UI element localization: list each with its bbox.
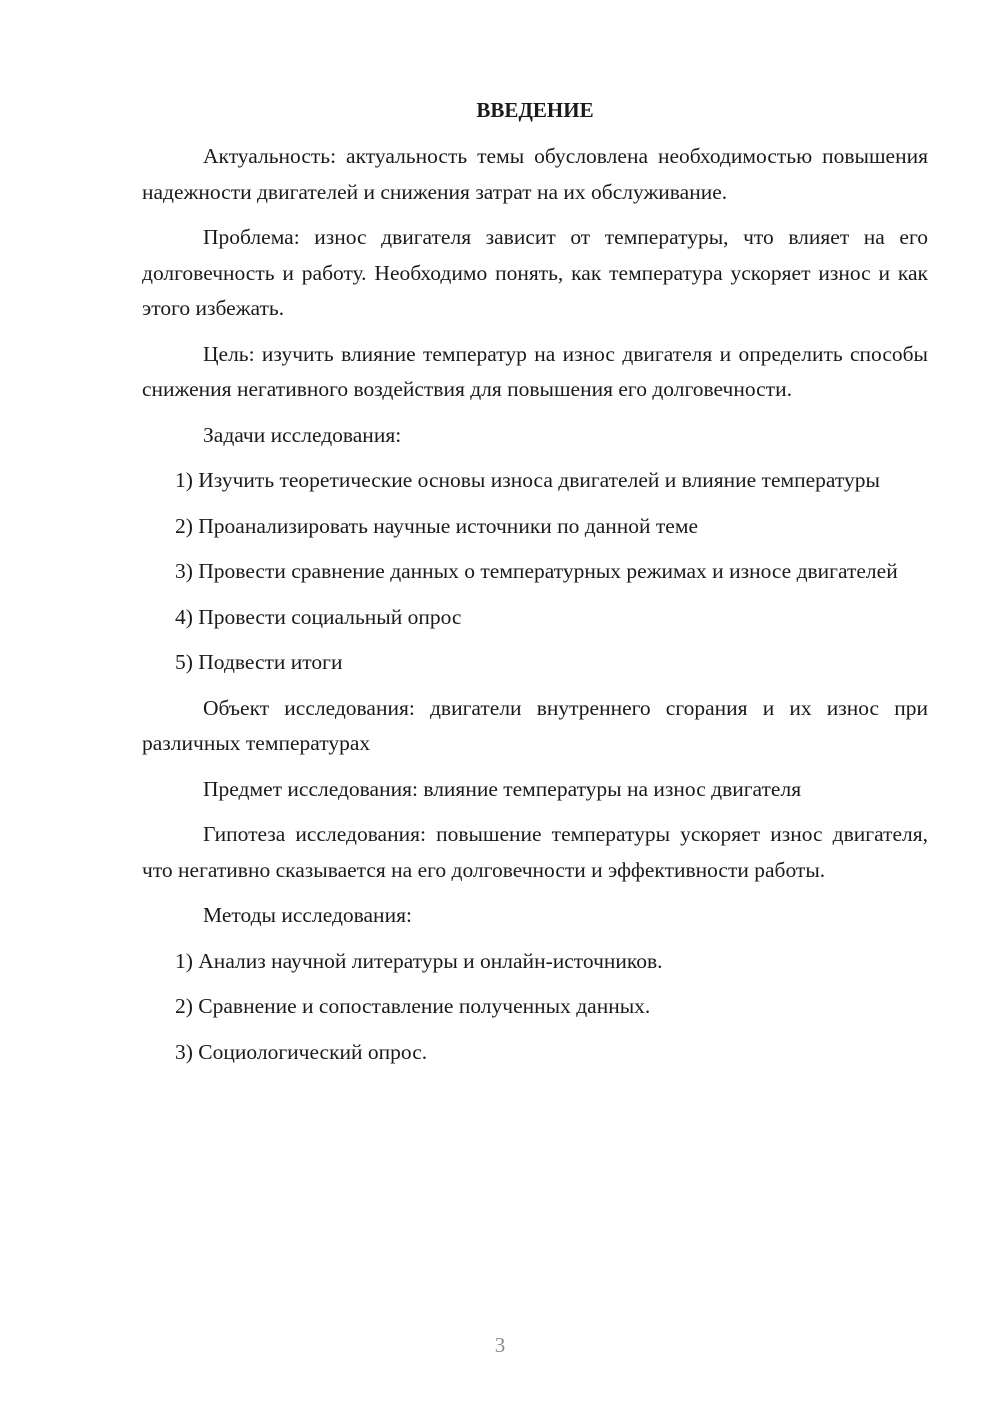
problem-paragraph: Проблема: износ двигателя зависит от температуры, что влияет на его долговечность и работу. Необходимо понять, как температура ускоряет износ и как этого избежать. bbox=[142, 225, 928, 320]
page-number: 3 bbox=[494, 1333, 506, 1357]
task-item: 5) Подвести итоги bbox=[175, 650, 343, 674]
section-title: ВВЕДЕНИЕ bbox=[476, 98, 594, 122]
task-item: 3) Провести сравнение данных о температурных режимах и износе двигателей bbox=[175, 559, 898, 583]
method-item: 3) Социологический опрос. bbox=[175, 1039, 428, 1064]
document-page bbox=[142, 90, 928, 1080]
task-item: 2) Проанализировать научные источники по данной теме bbox=[175, 513, 698, 538]
relevance-paragraph: Актуальность: актуальность темы обусловлена необходимостью повышения надежности двигателей и снижения затрат на их обслуживание. bbox=[142, 144, 928, 204]
subject-paragraph: Предмет исследования: влияние температуры на износ двигателя bbox=[203, 776, 802, 801]
task-item: 1) Изучить теоретические основы износа двигателей и влияние температуры bbox=[175, 468, 880, 492]
tasks-heading: Задачи исследования: bbox=[203, 422, 402, 447]
goal-paragraph: Цель: изучить влияние температур на износ двигателя и определить способы снижения негативного воздействия для повышения его долговечности. bbox=[142, 341, 928, 401]
method-item: 2) Сравнение и сопоставление полученных данных. bbox=[175, 994, 651, 1018]
object-paragraph: Объект исследования: двигатели внутреннего сгорания и их износ при различных температурах bbox=[142, 695, 928, 755]
task-item: 4) Провести социальный опрос bbox=[175, 604, 462, 629]
method-item: 1) Анализ научной литературы и онлайн-источников. bbox=[175, 948, 663, 973]
hypothesis-paragraph: Гипотеза исследования: повышение температуры ускоряет износ двигателя, что негативно сказывается на его долговечности и эффективности работы. bbox=[142, 822, 928, 882]
methods-heading: Методы исследования: bbox=[203, 903, 412, 927]
